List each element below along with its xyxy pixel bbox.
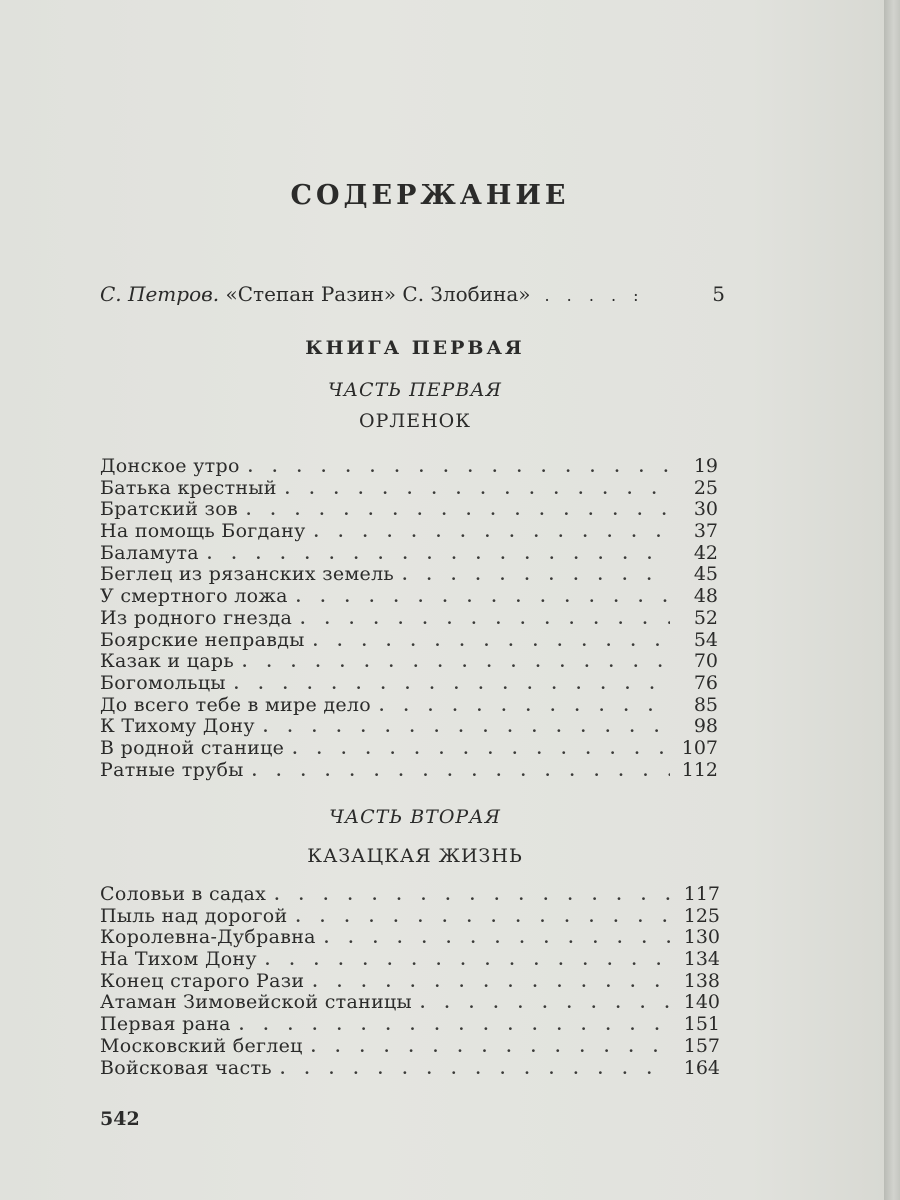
toc-page: 76 [693,671,718,694]
toc-entry [100,1036,720,1058]
toc-page: 19 [693,455,718,477]
toc-entry [100,521,718,543]
toc-entry [100,738,718,760]
toc-title: Батька крестный [100,476,277,499]
toc-title: На Тихом Дону [100,948,257,971]
preface-page: 5 [712,282,725,306]
leader-dots [305,631,670,653]
toc-entry [100,586,718,608]
toc-entry [100,884,720,906]
toc-entry [100,630,718,652]
toc-page: 151 [683,1013,720,1036]
toc-title: До всего тебе в мире дело [100,693,371,716]
toc-entry [100,608,718,630]
part1-toc [100,456,718,781]
preface-text: «Степан Разин» С. Злобина» [225,282,531,306]
leader-dots [304,972,672,994]
toc-page: 85 [693,693,718,716]
toc-entry [100,673,718,695]
toc-entry [100,564,718,586]
leader-dots [412,993,672,1015]
leader-dots [284,739,670,761]
toc-title: Богомольцы [100,671,226,694]
leader-dots [257,950,672,972]
toc-title: Из родного гнезда [100,606,293,629]
leader-dots [244,761,670,783]
toc-page: 157 [683,1034,720,1057]
toc-title: В родной станице [100,736,285,759]
toc-page: 117 [683,883,720,905]
toc-page: 125 [683,904,720,927]
part2-name: КАЗАЦКАЯ ЖИЗНЬ [307,845,523,867]
leader-dots [303,1037,672,1059]
toc-title: Казак и царь [100,650,234,673]
toc-title: Конец старого Рази [100,969,305,992]
toc-entry [100,543,718,565]
toc-title: Московский беглец [100,1034,303,1057]
toc-entry [100,1014,720,1036]
leader-dots: . . . . : [544,286,645,305]
toc-entry [100,971,720,993]
leader-dots [240,457,670,479]
toc-page: 112 [681,758,718,781]
toc-entry [100,478,718,500]
toc-page: 45 [693,563,718,586]
leader-dots [277,479,670,501]
toc-title: Атаман Зимовейской станицы [100,991,412,1014]
part2-label: ЧАСТЬ ВТОРАЯ [329,806,501,828]
toc-page: 42 [693,541,718,564]
leader-dots [231,1015,672,1037]
toc-title: На помощь Богдану [100,520,306,543]
leader-dots [292,609,670,631]
toc-page: 48 [693,585,718,608]
toc-page: 37 [693,520,718,543]
toc-page: 107 [681,736,718,759]
toc-entry [100,992,720,1014]
toc-page: 134 [683,948,720,971]
leader-dots [199,544,670,566]
toc-title: Соловьи в садах [100,883,267,905]
toc-title: Боярские неправды [100,628,305,651]
preface-entry [100,282,725,312]
toc-title: Баламута [100,541,199,564]
leader-dots [238,500,670,522]
toc-page: 25 [693,476,718,499]
toc-title: К Тихому Дону [100,715,255,738]
toc-page: 138 [683,969,720,992]
toc-title: Королевна-Дубравна [100,926,316,949]
toc-title: У смертного ложа [100,585,288,608]
toc-page: 30 [693,498,718,521]
toc-page: 130 [683,926,720,949]
toc-title: Донское утро [100,455,240,477]
preface-author: С. Петров. [100,282,220,306]
toc-title: Первая рана [100,1013,231,1036]
toc-title: Ратные трубы [100,758,244,781]
part1-name: ОРЛЕНОК [359,410,471,432]
adjacent-page-edge [884,0,900,1200]
toc-title: Пыль над дорогой [100,904,288,927]
toc-page: 98 [693,715,718,738]
leader-dots [371,696,670,718]
leader-dots [272,1059,672,1081]
leader-dots [234,652,670,674]
leader-dots [255,717,670,739]
part1-label: ЧАСТЬ ПЕРВАЯ [327,379,503,401]
toc-entry [100,499,718,521]
toc-title: Беглец из рязанских земель [100,563,395,586]
toc-page: 164 [683,1056,720,1079]
book-title: КНИГА ПЕРВАЯ [305,337,525,359]
leader-dots [394,565,670,587]
leader-dots [316,928,672,950]
leader-dots [266,885,672,907]
leader-dots [287,907,672,929]
toc-entry [100,716,718,738]
toc-entry [100,927,720,949]
toc-title: Братский зов [100,498,238,521]
toc-page: 54 [693,628,718,651]
leader-dots [288,587,670,609]
contents-title: СОДЕРЖАНИЕ [290,180,570,211]
leader-dots [306,522,670,544]
toc-entry [100,695,718,717]
toc-page: 140 [683,991,720,1014]
toc-entry [100,949,720,971]
part2-toc [100,884,720,1079]
page-number: 542 [100,1108,140,1130]
toc-title: Войсковая часть [100,1056,272,1079]
toc-page: 52 [693,606,718,629]
toc-entry [100,456,718,478]
toc-entry [100,760,718,782]
toc-entry [100,651,718,673]
toc-entry [100,906,720,928]
leader-dots [226,674,670,696]
toc-entry [100,1058,720,1080]
toc-page: 70 [693,650,718,673]
